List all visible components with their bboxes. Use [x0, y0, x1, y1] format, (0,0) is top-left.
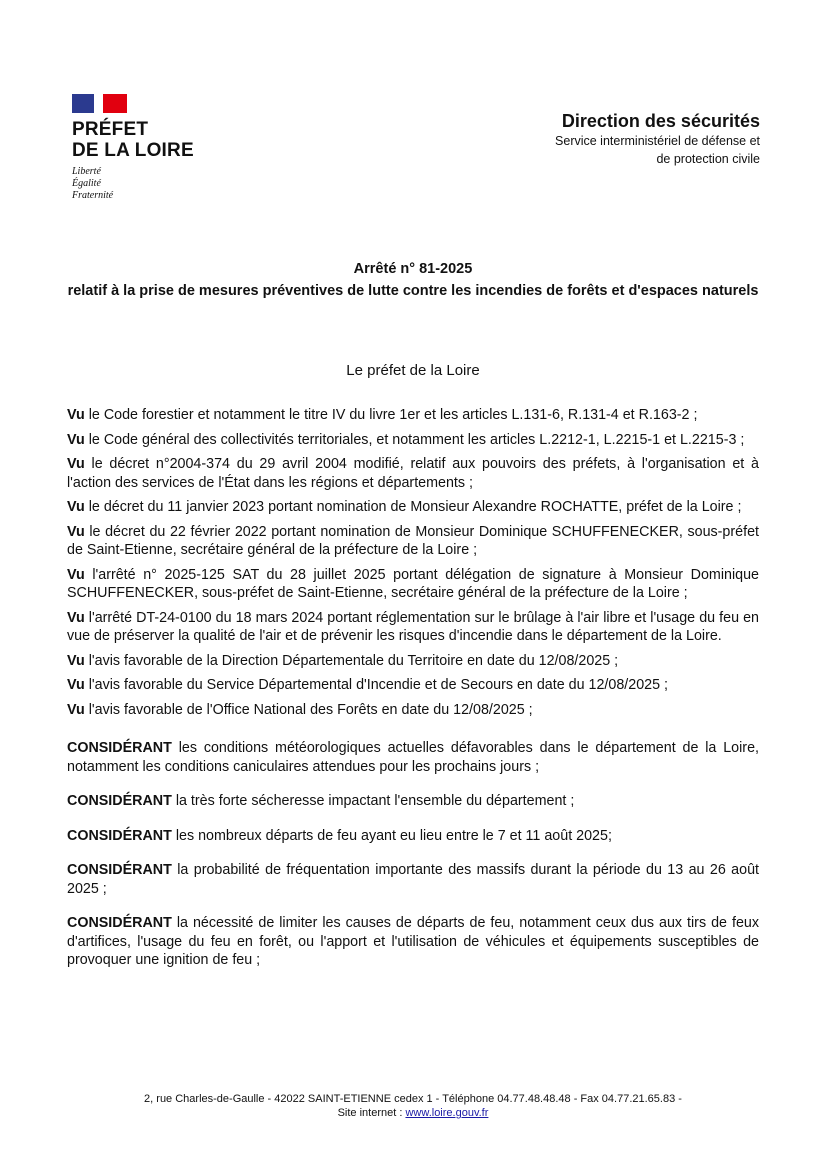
vu-paragraph — [67, 701, 759, 720]
considerant-paragraph-keyword: CONSIDÉRANT — [67, 793, 172, 809]
service-line2: de protection civile — [656, 152, 760, 166]
vu-paragraph — [67, 523, 759, 560]
footer — [67, 1092, 759, 1120]
vu-paragraph-text: l'arrêté n° 2025-125 SAT du 28 juillet 2025 portant délégation de signature à Monsieur Dominique SCHUFFENECKER, sous-préfet de Saint-Etienne, secrétaire général de la préfecture de la Loire ; — [67, 566, 759, 601]
considerant-paragraph-text: la nécessité de limiter les causes de départs de feu, notamment ceux dus aux tirs de feux d'artifices, l'usage du feu en forêt, ou l'apport et l'utilisation de véhicules et équipements susceptibles de provoquer une ignition de feu ; — [67, 915, 759, 968]
arrete-number: Arrêté n° 81-2025 — [353, 261, 473, 277]
arrete-title — [67, 258, 759, 302]
prefet-logo — [72, 94, 194, 202]
vu-paragraph-keyword: Vu — [67, 431, 85, 448]
vu-paragraph — [67, 652, 759, 671]
vu-paragraph-keyword: Vu — [67, 499, 85, 515]
vu-paragraph-keyword: Vu — [67, 652, 85, 669]
vu-paragraph — [67, 455, 759, 492]
considerant-paragraph-keyword: CONSIDÉRANT — [67, 915, 172, 931]
vu-paragraph-text: l'avis favorable de l'Office National des Forêts en date du 12/08/2025 ; — [84, 701, 533, 718]
direction-title: Direction des sécurités — [561, 111, 760, 131]
vu-paragraph-text: l'avis favorable de la Direction Départementale du Territoire en date du 12/08/2025 ; — [84, 652, 619, 669]
vu-paragraph — [67, 609, 759, 646]
arrete-subject: relatif à la prise de mesures préventives de lutte contre les incendies de forêts et d'espaces naturels — [67, 283, 759, 299]
vu-paragraph-text: le Code général des collectivités territoriales, et notamment les articles L.2212-1, L.2215-1 et L.2215-3 ; — [84, 431, 745, 448]
considerant-paragraph-keyword: CONSIDÉRANT — [67, 740, 172, 756]
considerant-paragraph — [67, 914, 759, 970]
considerant-list — [67, 739, 759, 970]
considerant-paragraph-text: les conditions météorologiques actuelles défavorables dans le département de la Loire, notamment les conditions caniculaires attendues pour les prochains jours ; — [67, 740, 759, 775]
vu-paragraph-keyword: Vu — [67, 677, 85, 693]
logo-line1: PRÉFET — [72, 119, 149, 140]
vu-paragraph-keyword: Vu — [67, 407, 85, 423]
considerant-paragraph — [67, 739, 759, 776]
vu-list — [67, 406, 759, 719]
site-label: Site internet : — [337, 1107, 406, 1119]
considerant-paragraph — [67, 827, 759, 846]
considerant-paragraph — [67, 861, 759, 898]
considerant-paragraph-keyword: CONSIDÉRANT — [67, 862, 172, 878]
logo-line2: DE LA LOIRE — [72, 140, 194, 161]
site-link[interactable]: www.loire.gouv.fr — [405, 1107, 489, 1119]
vu-paragraph — [67, 566, 759, 603]
service-line1: Service interministériel de défense et — [555, 134, 760, 148]
motto-liberte: Liberté — [72, 166, 101, 177]
vu-paragraph-text: le Code forestier et notamment le titre IV du livre 1er et les articles L.131-6, R.131-4 et R.163-2 ; — [84, 407, 698, 423]
motto-egalite: Égalité — [72, 178, 101, 189]
considerant-paragraph-keyword: CONSIDÉRANT — [67, 827, 172, 844]
vu-paragraph-text: le décret du 11 janvier 2023 portant nomination de Monsieur Alexandre ROCHATTE, préfet de la Loire ; — [84, 499, 742, 515]
footer-address: 2, rue Charles-de-Gaulle - 42022 SAINT-ETIENNE cedex 1 - Téléphone 04.77.48.48.48 - Fax 04.77.21.65.83 - — [144, 1093, 682, 1105]
vu-paragraph-keyword: Vu — [67, 456, 85, 472]
vu-paragraph-text: le décret du 22 février 2022 portant nomination de Monsieur Dominique SCHUFFENECKER, sous-préfet de Saint-Etienne, secrétaire général de la préfecture de la Loire ; — [67, 523, 759, 558]
vu-paragraph-text: le décret n°2004-374 du 29 avril 2004 modifié, relatif aux pouvoirs des préfets, à l'organisation et à l'action des services de l'État dans les régions et départements ; — [67, 456, 759, 491]
direction-block — [555, 110, 760, 168]
vu-paragraph-keyword: Vu — [67, 701, 85, 718]
vu-paragraph-text: l'arrêté DT-24-0100 du 18 mars 2024 portant réglementation sur le brûlage à l'air libre et l'usage du feu en vue de préserver la qualité de l'air et de prévenir les risques d'incendie dans le département de la Loire. — [67, 609, 759, 644]
considerant-paragraph-text: la probabilité de fréquentation importante des massifs durant la période du 13 au 26 août 2025 ; — [67, 862, 759, 897]
considerant-paragraph-text: la très forte sécheresse impactant l'ensemble du département ; — [171, 793, 575, 809]
vu-paragraph-text: l'avis favorable du Service Départemental d'Incendie et de Secours en date du 12/08/2025 ; — [84, 677, 669, 693]
vu-paragraph — [67, 498, 759, 517]
considerant-paragraph — [67, 792, 759, 811]
vu-paragraph — [67, 676, 759, 695]
marianne-flag-icon — [72, 94, 127, 113]
document-body — [67, 406, 759, 986]
motto-fraternite: Fraternité — [72, 190, 114, 201]
vu-paragraph — [67, 406, 759, 425]
considerant-paragraph-text: les nombreux départs de feu ayant eu lieu entre le 7 et 11 août 2025; — [171, 827, 612, 844]
vu-paragraph-keyword: Vu — [67, 566, 85, 583]
vu-paragraph — [67, 431, 759, 450]
vu-paragraph-keyword: Vu — [67, 523, 85, 540]
vu-paragraph-keyword: Vu — [67, 609, 85, 626]
authority: Le préfet de la Loire — [346, 362, 480, 379]
